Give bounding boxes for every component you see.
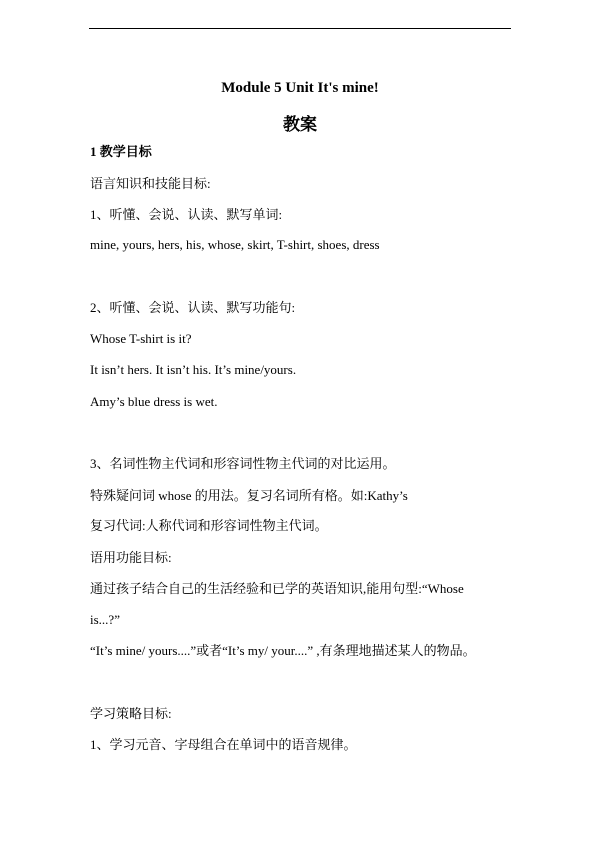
paragraph-line: “It’s mine/ yours....”或者“It’s my/ your....” ,有条理地描述某人的物品。 <box>90 643 476 658</box>
paragraph-line: 通过孩子结合自己的生活经验和已学的英语知识,能用句型:“Whose <box>90 581 464 596</box>
paragraph-line: 学习策略目标: <box>90 706 172 721</box>
paragraph-line: 语言知识和技能目标: <box>90 176 211 191</box>
paragraph-line: 2、听懂、会说、认读、默写功能句: <box>90 300 296 315</box>
paragraph-line: is...?” <box>90 612 120 627</box>
paragraph-line: 复习代词:人称代词和形容词性物主代词。 <box>90 518 328 533</box>
document-title: Module 5 Unit It's mine! <box>221 80 379 96</box>
paragraph-line: 1、学习元音、字母组合在单词中的语音规律。 <box>90 737 357 752</box>
paragraph-line: Whose T-shirt is it? <box>90 331 192 346</box>
paragraph-line: mine, yours, hers, his, whose, skirt, T-shirt, shoes, dress <box>90 237 380 252</box>
paragraph-line: 特殊疑问词 whose 的用法。复习名词所有格。如:Kathy’s <box>90 488 408 503</box>
paragraph-line: 3、名词性物主代词和形容词性物主代词的对比运用。 <box>90 456 396 471</box>
paragraph-line: Amy’s blue dress is wet. <box>90 394 218 409</box>
header-rule <box>89 28 511 29</box>
paragraph-line: It isn’t hers. It isn’t his. It’s mine/yours. <box>90 362 297 377</box>
section-heading: 1 教学目标 <box>90 144 152 159</box>
paragraph-line: 语用功能目标: <box>90 550 172 565</box>
paragraph-line: 1、听懂、会说、认读、默写单词: <box>90 207 283 222</box>
document-subtitle: 教案 <box>283 115 317 134</box>
